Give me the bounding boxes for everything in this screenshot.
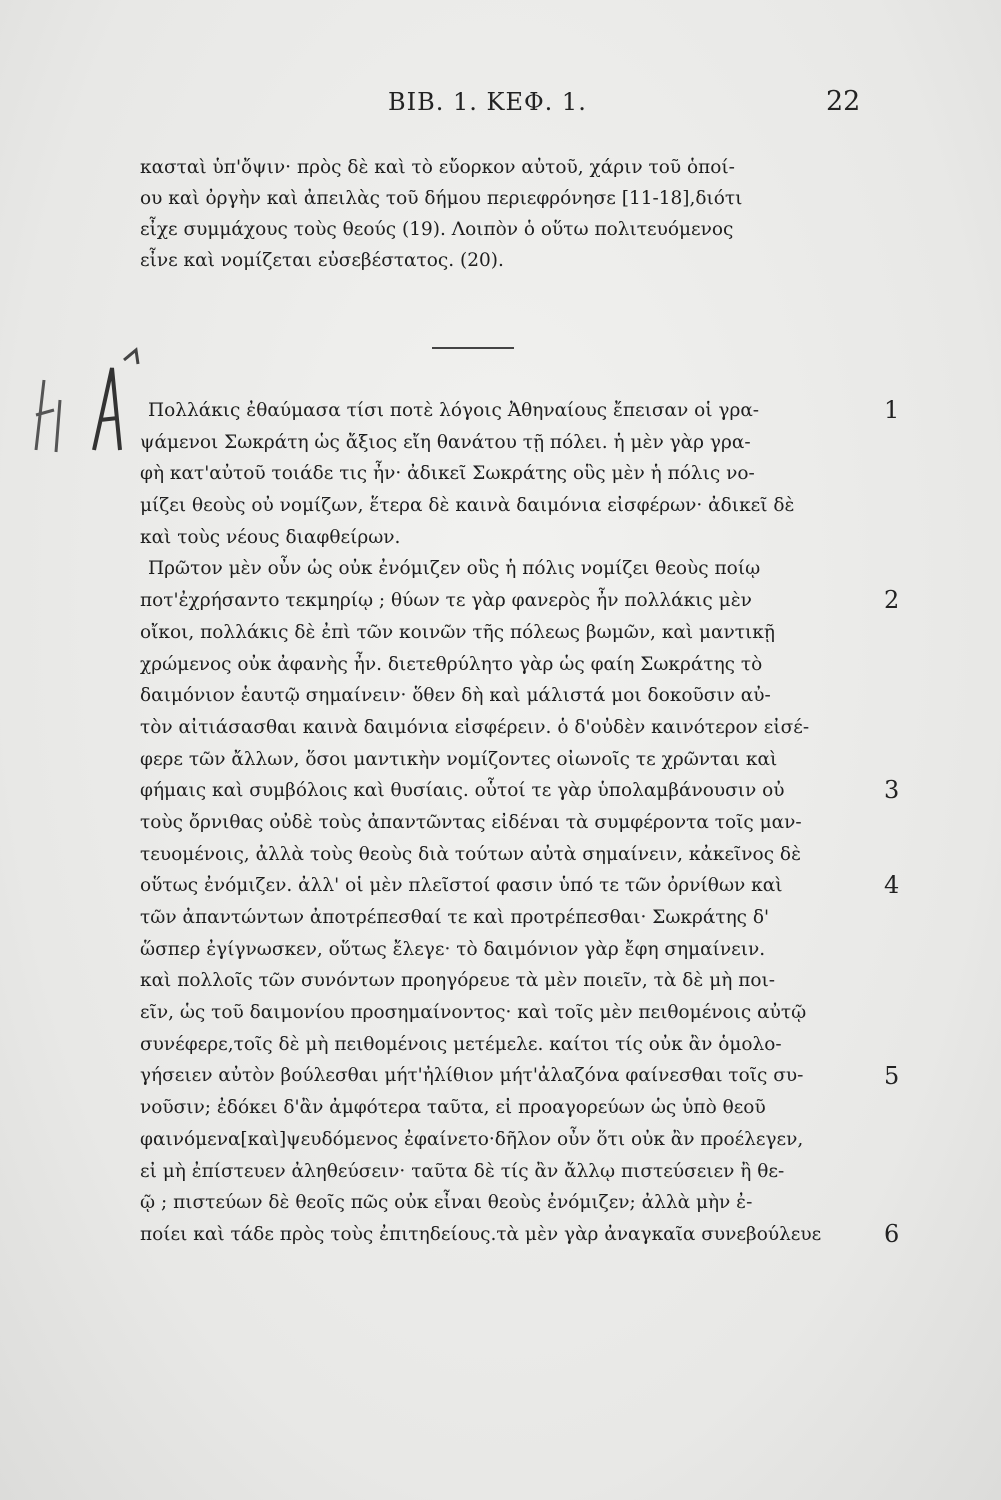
text-line: φερε τῶν ἄλλων, ὅσοι μαντικὴν νομίζοντες οἰωνοῖς τε χρῶνται καὶ [140,748,778,770]
text-line: ποίει καὶ τάδε πρὸς τοὺς ἐπιτηδείους.τὰ μὲν γὰρ ἀναγκαῖα συνεβούλευε [140,1223,822,1245]
text-line: οὕτως ἐνόμιζεν. ἀλλ' οἱ μὲν πλεῖστοί φασιν ὑπό τε τῶν ὀρνίθων καὶ [140,875,783,897]
section-number: 6 [884,1220,900,1248]
text-line: εἶνε καὶ νομίζεται εὐσεβέστατος. (20). [140,250,504,271]
chapter-text [140,395,880,1251]
text-line: φὴ κατ'αὐτοῦ τοιάδε τις ἦν· ἀδικεῖ Σωκράτης οὓς μὲν ἡ πόλις νο- [140,463,755,485]
text-line: εῖν, ὡς τοῦ δαιμονίου προσημαίνοντος· καὶ τοῖς μὲν πειθομένοις αὐτῷ [140,1002,807,1024]
text-line: ποτ'ἐχρήσαντο τεκμηρίῳ ; θύων τε γὰρ φανερὸς ἦν πολλάκις μὲν [140,590,752,612]
text-line: φαινόμενα[καὶ]ψευδόμενος ἐφαίνετο·δῆλον οὖν ὅτι οὐκ ἂν προέλεγεν, [140,1128,804,1150]
text-line: χρώμενος οὐκ ἀφανὴς ἦν. διετεθρύλητο γὰρ ὡς φαίη Σωκράτης τὸ [140,653,763,675]
text-line: εἰ μὴ ἐπίστευεν ἀληθεύσειν· ταῦτα δὲ τίς ἂν ἄλλῳ πιστεύσειεν ἢ θε- [140,1160,785,1182]
text-line: ου καὶ ὀργὴν καὶ ἀπειλὰς τοῦ δήμου περιεφρόνησε [11-18],διότι [140,188,743,209]
text-line: φήμαις καὶ συμβόλοις καὶ θυσίαις. οὗτοί τε γὰρ ὑπολαμβάνουσιν οὐ [140,780,785,802]
section-number: 3 [884,776,900,804]
text-line: τευομένοις, ἀλλὰ τοὺς θεοὺς διὰ τούτων αὐτὰ σημαίνειν, κἀκεῖνος δὲ [140,843,801,865]
margin-annotation-text: Α [108,400,116,411]
text-line: καὶ πολλοῖς τῶν συνόντων προηγόρευε τὰ μὲν ποιεῖν, τὰ δὲ μὴ ποι- [140,970,776,992]
section-number: 5 [884,1062,900,1090]
text-line: ὥσπερ ἐγίγνωσκεν, οὕτως ἔλεγε· τὸ δαιμόνιον γὰρ ἔφη σημαίνειν. [140,938,766,960]
running-head: ΒΙΒ. 1. ΚΕΦ. 1. [388,88,587,116]
text-line: μίζει θεοὺς οὐ νομίζων, ἕτερα δὲ καινὰ δαιμόνια εἰσφέρων· ἀδικεῖ δὲ [140,495,795,517]
text-line: ψάμενοι Σωκράτη ὡς ἄξιος εἴη θανάτου τῇ πόλει. ἡ μὲν γὰρ γρα- [140,431,751,453]
previous-section-text [140,152,880,276]
text-line: οἴκοι, πολλάκις δὲ ἐπὶ τῶν κοινῶν τῆς πόλεως βωμῶν, καὶ μαντικῇ [140,621,775,643]
text-line: νοῦσιν; ἐδόκει δ'ἂν ἀμφότερα ταῦτα, εἰ προαγορεύων ὡς ὑπὸ θεοῦ [140,1097,766,1119]
page-number: 22 [826,86,861,117]
text-line: τῶν ἀπαντώντων ἀποτρέπεσθαί τε καὶ προτρέπεσθαι· Σωκράτης δ' [140,907,770,928]
text-line: εἶχε συμμάχους τοὺς θεούς (19). Λοιπὸν ὁ οὕτω πολιτευόμενος [140,219,734,240]
section-number: 2 [884,586,900,614]
text-line: Πρῶτον μὲν οὖν ὡς οὐκ ἐνόμιζεν οὓς ἡ πόλις νομίζει θεοὺς ποίῳ [148,558,761,580]
text-line: Πολλάκις ἐθαύμασα τίσι ποτὲ λόγοις Ἀθηναίους ἔπεισαν οἱ γρα- [148,400,760,421]
text-line: τοὺς ὄρνιθας οὐδὲ τοὺς ἀπαντῶντας εἰδέναι τὰ συμφέροντα τοῖς μαν- [140,811,802,833]
text-line: συνέφερε,τοῖς δὲ μὴ πειθομένοις μετέμελε. καίτοι τίς οὐκ ἂν ὁμολο- [140,1033,782,1055]
text-line: ῷ ; πιστεύων δὲ θεοῖς πῶς οὐκ εἶναι θεοὺς ἐνόμιζεν; ἀλλὰ μὴν ἐ- [140,1192,753,1214]
text-line: καὶ τοὺς νέους διαφθείρων. [140,526,401,548]
section-number: 4 [884,871,900,899]
text-line: κασταὶ ὑπ'ὄψιν· πρὸς δὲ καὶ τὸ εὔορκον αὐτοῦ, χάριν τοῦ ὁποί- [140,157,735,178]
section-divider [432,347,514,349]
text-line: τὸν αἰτιάσασθαι καινὰ δαιμόνια εἰσφέρειν. ὁ δ'οὐδὲν καινότερον εἰσέ- [140,716,810,738]
section-number: 1 [884,396,900,424]
handwritten-margin-annotation [24,340,154,460]
text-line: γήσειεν αὐτὸν βούλεσθαι μήτ'ἠλίθιον μήτ'ἀλαζόνα φαίνεσθαι τοῖς συ- [140,1065,804,1087]
text-line: δαιμόνιον ἑαυτῷ σημαίνειν· ὅθεν δὴ καὶ μάλιστά μοι δοκοῦσιν αὐ- [140,685,771,707]
